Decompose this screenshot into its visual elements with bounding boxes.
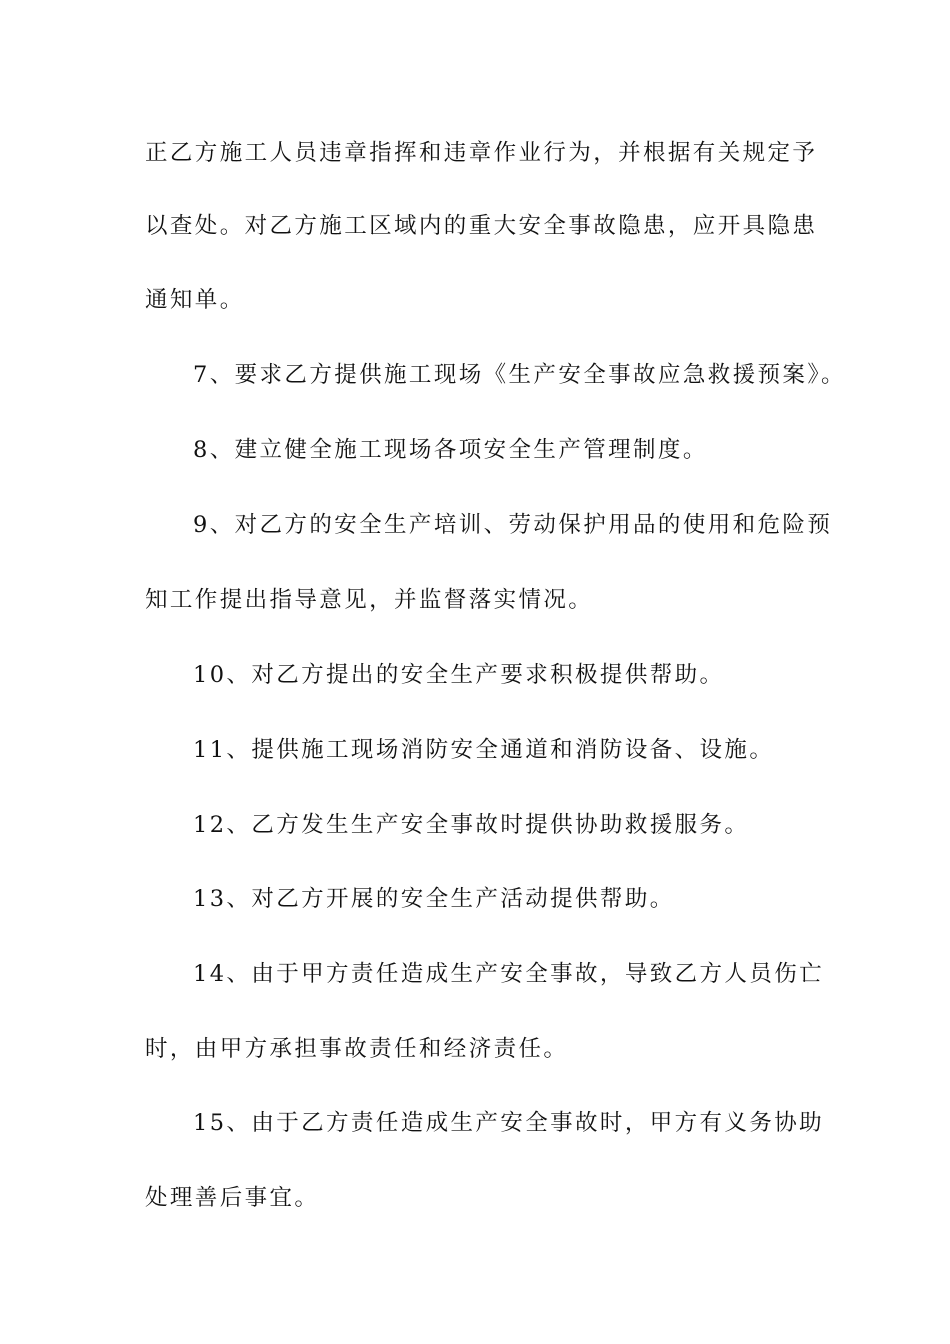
text-line: 15、由于乙方责任造成生产安全事故时，甲方有义务协助 <box>193 1110 825 1136</box>
text-line: 知工作提出指导意见，并监督落实情况。 <box>145 587 594 613</box>
text-line: 11、提供施工现场消防安全通道和消防设备、设施。 <box>193 737 775 763</box>
text-line: 12、乙方发生生产安全事故时提供协助救援服务。 <box>193 812 750 838</box>
text-line: 以查处。对乙方施工区域内的重大安全事故隐患，应开具隐患 <box>145 213 818 239</box>
text-line: 14、由于甲方责任造成生产安全事故，导致乙方人员伤亡 <box>193 961 825 987</box>
text-line: 13、对乙方开展的安全生产活动提供帮助。 <box>193 886 675 912</box>
text-line: 处理善后事宜。 <box>145 1185 320 1211</box>
text-line: 通知单。 <box>145 287 245 313</box>
text-line: 10、对乙方提出的安全生产要求积极提供帮助。 <box>193 662 725 688</box>
text-line: 9、对乙方的安全生产培训、劳动保护用品的使用和危险预 <box>193 512 833 538</box>
text-line: 7、要求乙方提供施工现场《生产安全事故应急救援预案》。 <box>193 362 846 388</box>
text-line: 正乙方施工人员违章指挥和违章作业行为，并根据有关规定予 <box>145 140 818 166</box>
text-line: 时，由甲方承担事故责任和经济责任。 <box>145 1036 569 1062</box>
text-line: 8、建立健全施工现场各项安全生产管理制度。 <box>193 437 708 463</box>
